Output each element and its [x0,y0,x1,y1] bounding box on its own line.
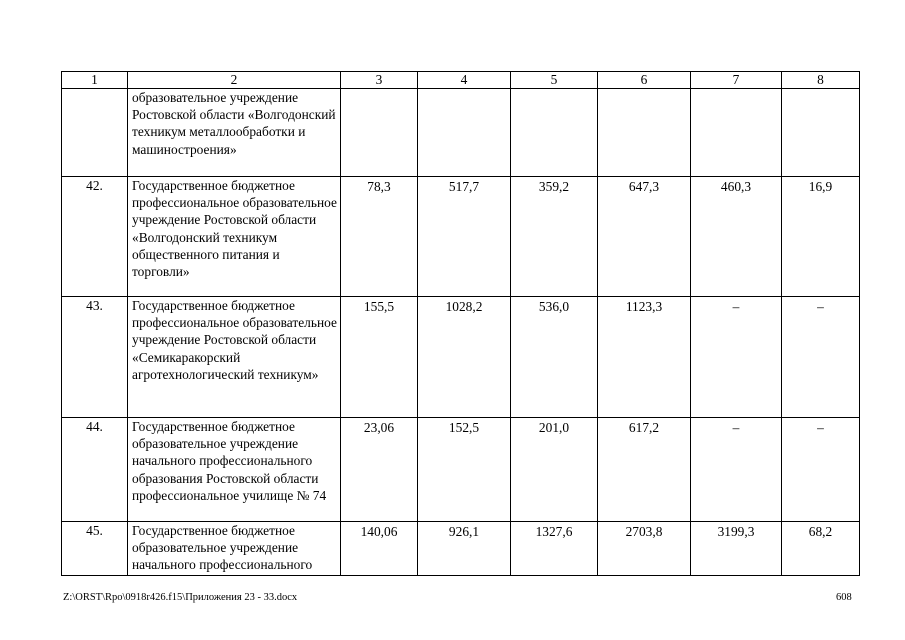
column-number: 7 [691,72,782,89]
value-cell: – [691,418,782,522]
row-number: 44. [62,418,128,522]
value-cell: 536,0 [511,297,598,418]
value-cell: 201,0 [511,418,598,522]
column-number: 6 [598,72,691,89]
value-cell [598,89,691,177]
value-cell [341,89,418,177]
value-cell: 78,3 [341,177,418,297]
table-row [62,522,860,576]
value-cell: 617,2 [598,418,691,522]
value-cell: 1123,3 [598,297,691,418]
appendix-table [61,71,860,576]
value-cell: 152,5 [418,418,511,522]
institution-name: образовательное учреждение Ростовской области «Волгодонский техникум металлообработки и машиностроения» [128,89,341,177]
value-cell: 155,5 [341,297,418,418]
file-path: Z:\ORST\Rpo\0918r426.f15\Приложения 23 - 33.docx [63,592,298,603]
value-cell [691,89,782,177]
value-cell: – [782,297,860,418]
institution-name: Государственное бюджетное профессиональное образовательное учреждение Ростовской области «Волгодонский техникум общественного питания и торговли» [128,177,341,297]
value-cell: – [782,418,860,522]
row-number [62,89,128,177]
column-number: 5 [511,72,598,89]
value-cell: – [691,297,782,418]
row-number: 43. [62,297,128,418]
value-cell: 2703,8 [598,522,691,576]
column-number: 2 [128,72,341,89]
column-number: 3 [341,72,418,89]
value-cell: 3199,3 [691,522,782,576]
value-cell: 460,3 [691,177,782,297]
table-row [62,177,860,297]
column-number: 8 [782,72,860,89]
column-number: 1 [62,72,128,89]
column-number-row [62,72,860,89]
value-cell: 1028,2 [418,297,511,418]
value-cell: 23,06 [341,418,418,522]
column-number: 4 [418,72,511,89]
value-cell: 16,9 [782,177,860,297]
value-cell: 68,2 [782,522,860,576]
table-row [62,89,860,177]
value-cell [511,89,598,177]
row-number: 42. [62,177,128,297]
institution-name: Государственное бюджетное образовательное учреждение начального профессионального образования Ростовской области профессиональное училище № 74 [128,418,341,522]
value-cell: 1327,6 [511,522,598,576]
institution-name: Государственное бюджетное образовательное учреждение начального профессионального [128,522,341,576]
value-cell: 140,06 [341,522,418,576]
value-cell: 926,1 [418,522,511,576]
table-row [62,418,860,522]
table-row [62,297,860,418]
value-cell [782,89,860,177]
page-number: 608 [836,592,852,603]
value-cell: 647,3 [598,177,691,297]
value-cell: 517,7 [418,177,511,297]
value-cell: 359,2 [511,177,598,297]
row-number: 45. [62,522,128,576]
institution-name: Государственное бюджетное профессиональное образовательное учреждение Ростовской области «Семикаракорский агротехнологический техникум» [128,297,341,418]
value-cell [418,89,511,177]
